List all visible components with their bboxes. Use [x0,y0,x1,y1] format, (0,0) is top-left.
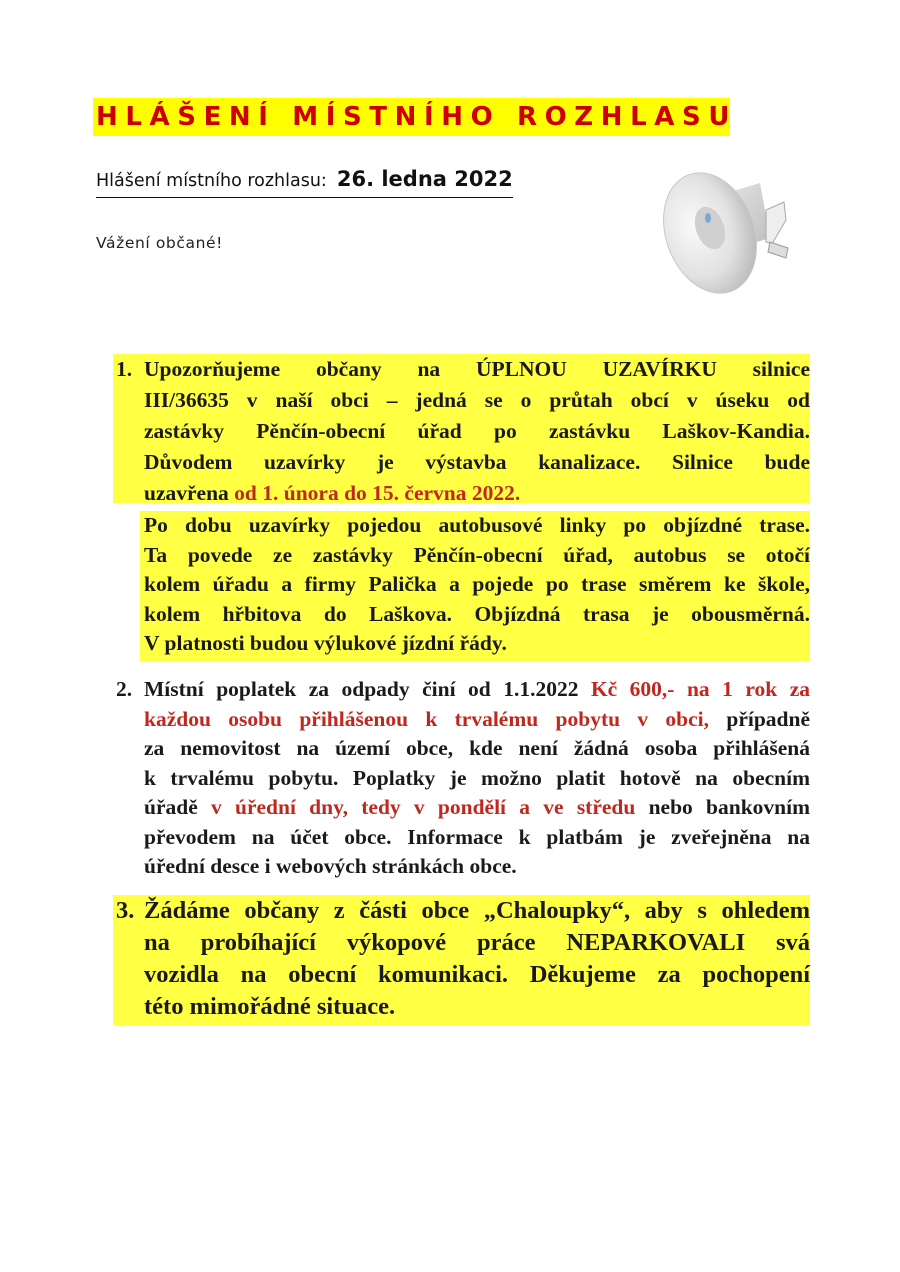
text-line: úřední desce i webových stránkách obce. [144,854,517,878]
megaphone-icon [650,158,800,308]
text-segment: úřadě [144,795,211,819]
text-line [144,705,810,735]
text-segment: případně [709,706,810,731]
text-line: kolem úřadu a firmy Palička a pojede po trase směrem ke škole, [144,572,810,596]
item-1-number: 1. [116,357,133,381]
text-segment: Místní poplatek za odpady činí od 1.1.2022 [144,677,591,701]
text-line: na probíhající výkopové práce NEPARKOVALI svá [144,929,810,956]
text-line: Po dobu uzavírky pojedou autobusové linky po objízdné trase. [144,513,810,537]
page-title: HLÁŠENÍ MÍSTNÍHO ROZHLASU [96,102,738,132]
text-line [144,478,810,509]
fee-condition: každou osobu přihlášenou k trvalému pobytu v obci, [144,706,710,731]
item-1-detour-text [144,511,810,659]
text-line: převodem na účet obce. Informace k platbám je zveřejněna na [144,824,810,849]
item-3-number: 3. [116,897,135,924]
closure-dates: od 1. února do 15. června 2022. [234,481,521,505]
office-days: v úřední dny, tedy v pondělí a ve středu [211,795,636,819]
item-2-fee-text [144,675,810,882]
item-1-closure-text [144,354,810,509]
text-line: III/36635 v naší obci – jedná se o průtah obcí v úseku od [144,388,810,412]
item-2-number: 2. [116,677,133,701]
text-line: k trvalému pobytu. Poplatky je možno platit hotově na obecním [144,765,810,790]
fee-amount: Kč 600,- na 1 rok za [590,677,810,701]
subtitle [96,164,513,198]
announcement-date: 26. ledna 2022 [336,167,513,191]
text-line: vozidla na obecní komunikaci. Děkujeme za pochopení [144,961,810,988]
subtitle-label: Hlášení místního rozhlasu: [96,171,327,191]
greeting: Vážení občané! [96,234,223,252]
text-line [144,793,810,823]
text-line: kolem hřbitova do Laškova. Objízdná trasa je obousměrná. [144,601,810,626]
text-line: Důvodem uzavírky je výstavba kanalizace. Silnice bude [144,450,810,474]
text-line: za nemovitost na území obce, kde není žádná osoba přihlášená [144,736,810,760]
text-segment: uzavřena [144,481,235,505]
text-segment: nebo bankovním [635,795,811,819]
text-line: Ta povede ze zastávky Pěnčín-obecní úřad, autobus se otočí [144,542,810,567]
text-line: Upozorňujeme občany na ÚPLNOU UZAVÍRKU silnice [144,357,810,381]
text-line [144,675,810,705]
text-line: Žádáme občany z části obce „Chaloupky“, aby s ohledem [144,897,810,924]
text-line: této mimořádné situace. [144,993,396,1020]
text-line: V platnosti budou výlukové jízdní řády. [144,631,507,655]
item-3-parking-text [144,895,810,1023]
text-line: zastávky Pěnčín-obecní úřad po zastávku Laškov-Kandia. [144,419,810,443]
